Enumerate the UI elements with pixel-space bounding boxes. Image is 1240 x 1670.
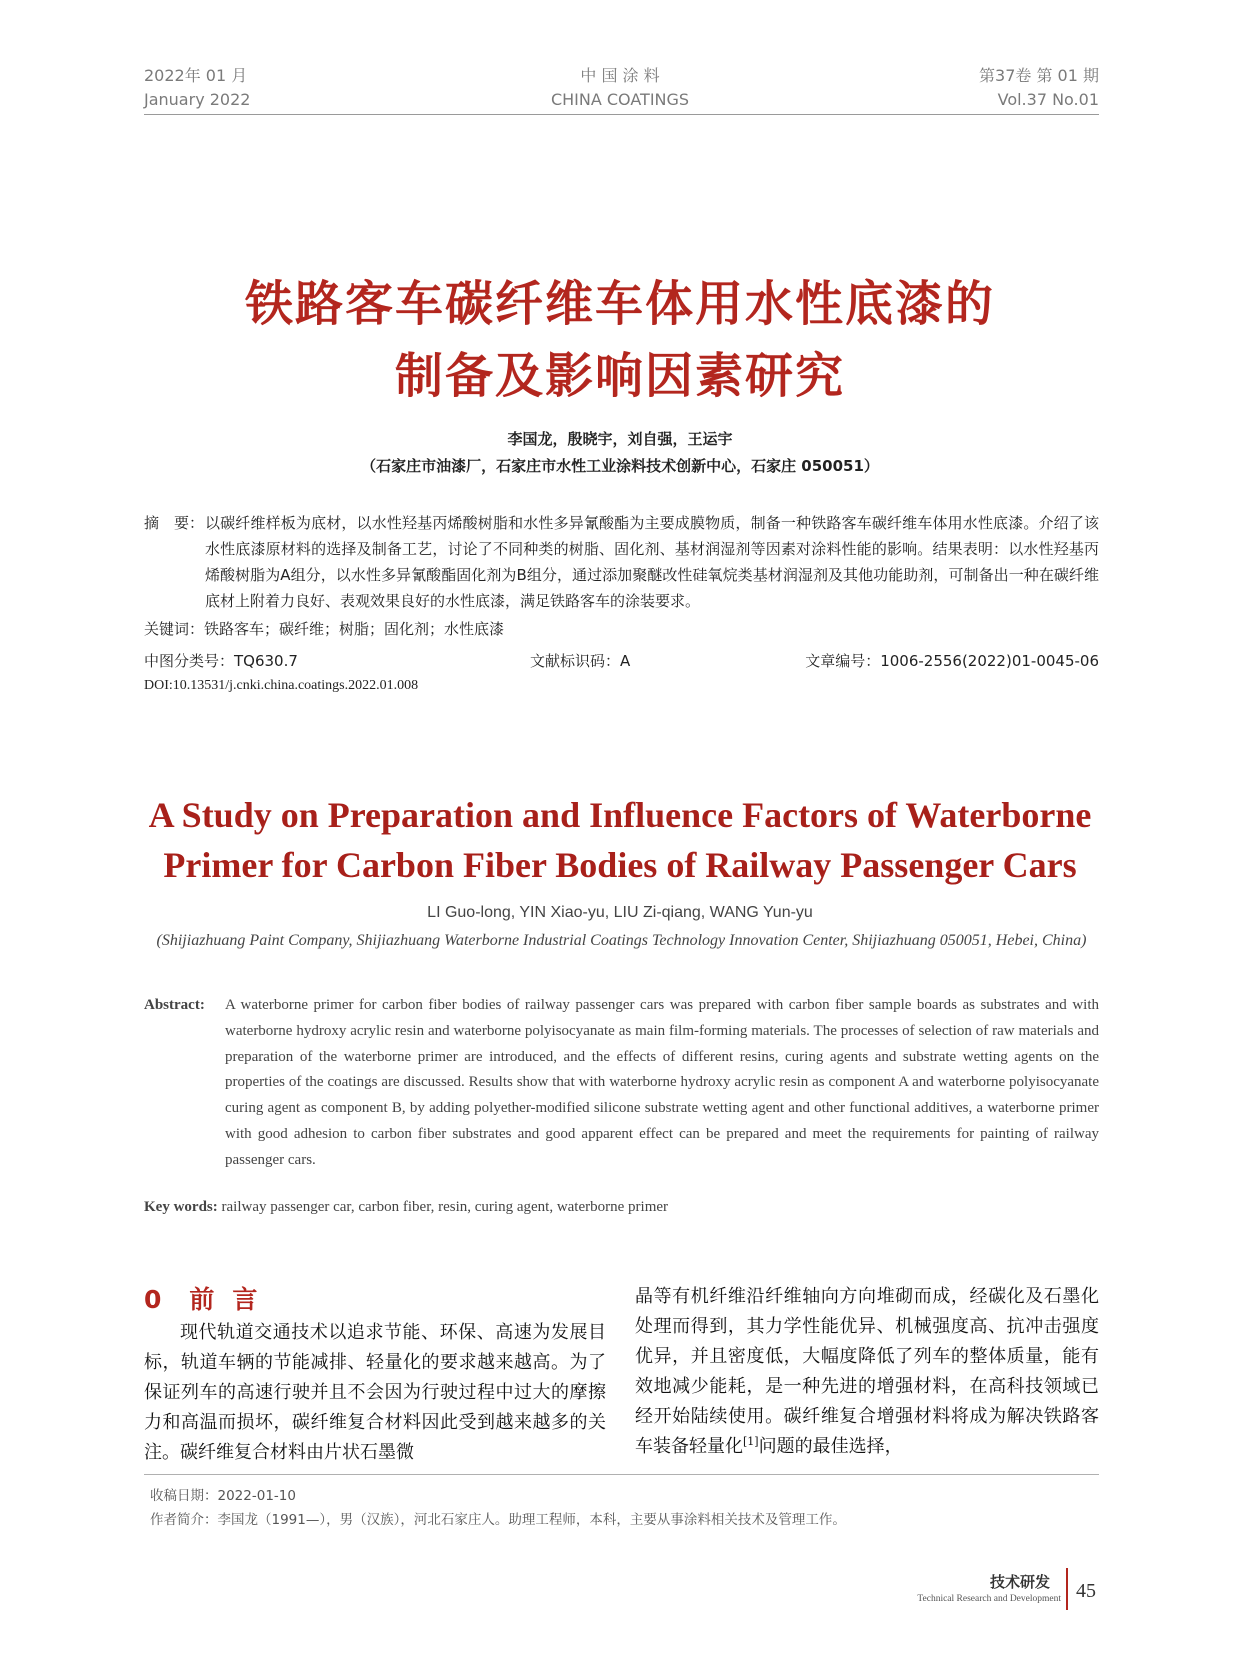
citation-1[interactable]: [1]: [743, 1435, 759, 1448]
header-divider: [144, 114, 1099, 115]
en-authors: LI Guo-long, YIN Xiao-yu, LIU Zi-qiang, WANG Yun-yu: [427, 904, 813, 921]
en-title-line2: Primer for Carbon Fiber Bodies of Railway Passenger Cars: [163, 845, 1077, 885]
cn-authors: 李国龙，殷晓宇，刘自强，王运宇: [507, 430, 733, 448]
header-issue-cn: 第37卷 第 01 期: [979, 66, 1099, 85]
cn-abstract-text: 以碳纤维样板为底材，以水性羟基丙烯酸树脂和水性多异氰酸酯为主要成膜物质，制备一种铁路客车碳纤维车体用水性底漆。介绍了该水性底漆原材料的选择及制备工艺，讨论了不同种类的树脂、固化剂、基材润湿剂等因素对涂料性能的影响。结果表明：以水性羟基丙烯酸树脂为A组分，以水性多异氰酸酯固化剂为B组分，通过添加聚醚改性硅氧烷类基材润湿剂及其他功能助剂，可制备出一种在碳纤维底材上附着力良好、表观效果良好的水性底漆，满足铁路客车的涂装要求。: [205, 514, 1099, 610]
section-number: 0: [144, 1285, 162, 1314]
header-issue-en: Vol.37 No.01: [997, 90, 1099, 109]
header-issue: [900, 64, 1099, 112]
en-affiliation: (Shijiazhuang Paint Company, Shijiazhuang Waterborne Industrial Coatings Technology Innovation Center, Shijiazhuang 050051, Hebei, China): [156, 932, 1087, 949]
header-journal-cn: 中 国 涂 料: [580, 66, 660, 85]
body-right-column: [635, 1282, 1099, 1462]
body-right-text: 晶等有机纤维沿纤维轴向方向堆砌而成，经碳化及石墨化处理而得到，其力学性能优异、机械强度高、抗冲击强度优异，并且密度低，大幅度降低了列车的整体质量，能有效地减少能耗，是一种先进的增强材料，在高科技领域已经开始陆续使用。碳纤维复合增强材料将成为解决铁路客车装备轻量化: [635, 1286, 1099, 1457]
en-keywords-label: Key words:: [144, 1199, 218, 1215]
cn-doc-code: 文献标识码：A: [530, 652, 631, 670]
cn-abstract: [144, 510, 1099, 614]
en-keywords: [144, 1199, 1099, 1216]
en-abstract-label: Abstract:: [144, 997, 205, 1013]
en-title: [100, 790, 1140, 890]
cn-keywords: 关键词：铁路客车；碳纤维；树脂；固化剂；水性底漆: [144, 620, 505, 638]
author-bio: 作者简介：李国龙（1991—），男（汉族），河北石家庄人。助理工程师，本科，主要从事涂料相关技术及管理工作。: [150, 1512, 846, 1528]
footer-divider: [1066, 1568, 1068, 1610]
en-title-line1: A Study on Preparation and Influence Factors of Waterborne: [148, 795, 1092, 835]
header-journal: [500, 64, 740, 112]
header-date: [144, 64, 250, 112]
header-journal-en: CHINA COATINGS: [550, 90, 690, 109]
footnote-divider: [144, 1474, 1099, 1475]
en-keywords-text: railway passenger car, carbon fiber, resin, curing agent, waterborne primer: [221, 1199, 669, 1215]
body-left-column: 现代轨道交通技术以追求节能、环保、高速为发展目标，轨道车辆的节能减排、轻量化的要求越来越高。为了保证列车的高速行驶并且不会因为行驶过程中过大的摩擦力和高温而损坏，碳纤维复合材料因此受到越来越多的关注。碳纤维复合材料由片状石墨微: [144, 1322, 606, 1463]
cn-abstract-label: 摘 要：: [144, 514, 205, 532]
section-heading: [144, 1280, 275, 1316]
section-title: 前言: [189, 1285, 276, 1314]
cn-article-number: 文章编号：1006-2556(2022)01-0045-06: [805, 652, 1099, 670]
en-abstract: [144, 993, 1099, 1174]
body-right-text-end: 问题的最佳选择，: [758, 1436, 903, 1457]
cn-title-line2: 制备及影响因素研究: [394, 348, 845, 404]
cn-title: [100, 268, 1140, 412]
cn-title-line1: 铁路客车碳纤维车体用水性底漆的: [244, 276, 995, 332]
en-abstract-text: A waterborne primer for carbon fiber bodies of railway passenger cars was prepared with carbon fiber sample boards as substrates and with waterborne hydroxy acrylic resin and waterborne polyisocyanate as main film-forming materials. The processes of selection of raw materials and preparation of the waterborne primer are introduced, and the effects of different resins, curing agents and substrate wetting agents on the properties of the coatings are discussed. Results show that with waterborne hydroxy acrylic resin as component A and waterborne polyisocyanate curing agent as component B, by adding polyether-modified silicone substrate wetting agent and other functional additives, a waterborne primer with good adhesion to carbon fiber substrates and good apparent effect can be prepared and meet the requirements for painting of railway passenger cars.: [225, 997, 1099, 1168]
page-number: 45: [1076, 1580, 1096, 1602]
footer-section-cn: 技术研发: [990, 1573, 1051, 1591]
footer-section-en: Technical Research and Development: [917, 1594, 1061, 1604]
cn-clc: 中图分类号：TQ630.7: [144, 652, 298, 670]
cn-affiliation: （石家庄市油漆厂，石家庄市水性工业涂料技术创新中心，石家庄 050051）: [361, 457, 879, 475]
header-date-en: January 2022: [144, 90, 251, 109]
received-date: 收稿日期：2022-01-10: [150, 1488, 296, 1504]
header-date-cn: 2022年 01 月: [144, 66, 248, 85]
doi: DOI:10.13531/j.cnki.china.coatings.2022.01.008: [144, 678, 419, 693]
